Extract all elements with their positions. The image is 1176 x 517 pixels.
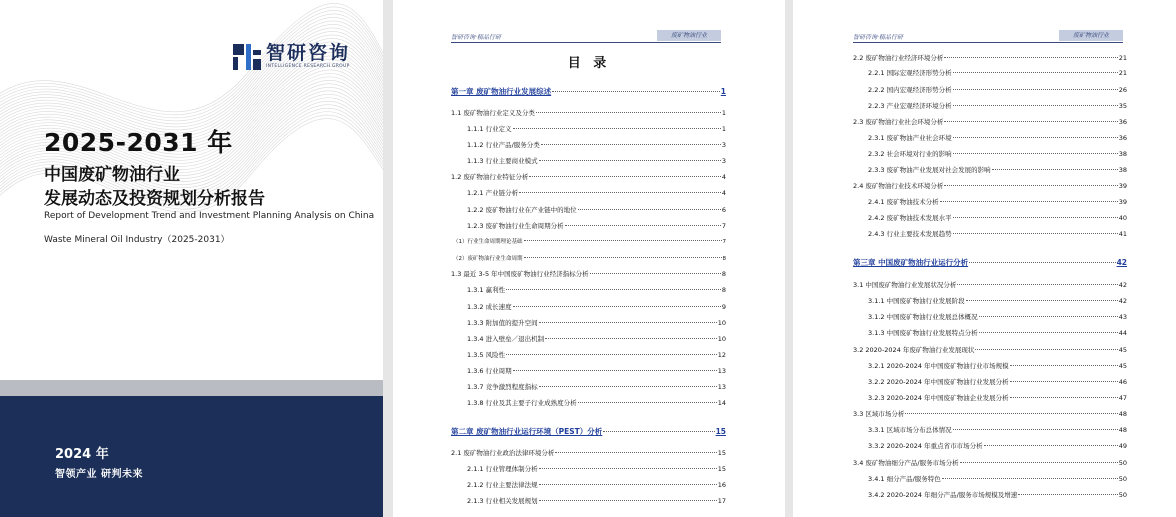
toc-entry[interactable] — [868, 441, 1127, 450]
toc-entry-title: 2.4.3 行业主要技术发展趋势 — [868, 230, 952, 238]
cover-gray-band — [0, 380, 383, 396]
toc-page-number: 8 — [722, 256, 726, 262]
toc-entry-title: 1.2 废矿物油行业特征分析 — [451, 173, 529, 181]
toc-entry[interactable] — [853, 345, 1127, 354]
toc-dot-leader — [1010, 381, 1118, 382]
toc-entry-title: 第二章 废矿物油行业运行环境（PEST）分析 — [451, 427, 603, 436]
toc-dot-leader — [603, 431, 714, 432]
toc-entry-title: 3.2.2 2020-2024 年中国废矿物油行业发展分析 — [868, 378, 1009, 386]
toc-entry[interactable] — [868, 328, 1127, 337]
toc-entry[interactable] — [453, 237, 726, 245]
toc-page-number: 48 — [1118, 410, 1127, 418]
toc-entry-title: 2.4.1 废矿物油技术分析 — [868, 198, 939, 206]
toc-entry-title: 1.2.3 废矿物油行业生命周期分析 — [467, 222, 564, 230]
toc-page-number: 21 — [1118, 54, 1127, 62]
toc-entry[interactable] — [451, 172, 726, 181]
cover-slogan: 智领产业 研判未来 — [55, 469, 143, 480]
toc-dot-leader — [541, 144, 721, 145]
toc-dot-leader — [539, 322, 717, 323]
toc-page-2 — [793, 0, 1176, 517]
toc-entry-title: 3.2.1 2020-2024 年中国废矿物油行业市场规模 — [868, 362, 1009, 370]
toc-page-number: 42 — [1116, 258, 1127, 267]
toc-entry[interactable] — [868, 377, 1127, 386]
toc-entry-title: 2.3 废矿物油行业社会环境分析 — [853, 118, 944, 126]
toc-dot-leader — [578, 402, 717, 403]
toc-page-number: 8 — [721, 270, 726, 278]
toc-entry-title: 1.2.2 废矿物油行业在产业链中的地位 — [467, 206, 577, 214]
toc-entry-title: 2.1.2 行业主要法律法规 — [467, 481, 538, 489]
toc-dot-leader — [953, 153, 1118, 154]
header-divider — [853, 42, 1123, 43]
toc-entry-title: 2.1.1 行业管理体制分析 — [467, 465, 538, 473]
cover-english-title-line1: Report of Development Trend and Investment Planning Analysis on China — [44, 211, 375, 221]
toc-chapter-entry[interactable] — [451, 426, 726, 437]
toc-entry-title: 3.4 废矿物油细分产品/服务市场分析 — [853, 459, 959, 467]
toc-dot-leader — [539, 468, 717, 469]
toc-page-number: 7 — [722, 239, 726, 245]
toc-entry-title: （2）废矿物油行业生命周期 — [453, 256, 523, 262]
toc-dot-leader — [578, 209, 721, 210]
toc-dot-leader — [536, 112, 721, 113]
toc-entry-title: 1.1 废矿物油行业定义及分类 — [451, 109, 535, 117]
toc-entry-title: 1.1.2 行业产品/服务分类 — [467, 141, 540, 149]
toc-entry[interactable] — [467, 318, 726, 327]
cover-date: 2024 年 — [55, 447, 109, 462]
toc-page-number: 13 — [717, 383, 726, 391]
toc-entry-title: 2.3.2 社会环境对行业的影响 — [868, 150, 952, 158]
cover-english-title-line2: Waste Mineral Oil Industry（2025-2031） — [44, 235, 230, 245]
toc-page-number: 1 — [721, 125, 726, 133]
toc-entry[interactable] — [467, 302, 726, 311]
logo-english-name: INTELLIGENCE RESEARCH GROUP — [266, 64, 350, 69]
toc-page-number: 45 — [1118, 346, 1127, 354]
toc-dot-leader — [519, 192, 721, 193]
toc-page-number: 4 — [721, 189, 726, 197]
toc-entry[interactable] — [868, 197, 1127, 206]
toc-page-number: 13 — [717, 367, 726, 375]
toc-dot-leader — [942, 478, 1118, 479]
toc-entry-title: 1.3.7 竞争激烈程度指标 — [467, 383, 538, 391]
toc-page-number: 41 — [1118, 230, 1127, 238]
toc-page-number: 39 — [1118, 198, 1127, 206]
toc-entry[interactable] — [451, 108, 726, 117]
toc-entry[interactable] — [868, 361, 1127, 370]
toc-page-number: 45 — [1118, 362, 1127, 370]
toc-page-number: 48 — [1118, 426, 1127, 434]
toc-entry[interactable] — [467, 156, 726, 165]
toc-dot-leader — [513, 128, 721, 129]
toc-entry[interactable] — [467, 188, 726, 197]
toc-entry[interactable] — [868, 213, 1127, 222]
toc-entry-title: 3.1.3 中国废矿物油行业发展特点分析 — [868, 329, 978, 337]
toc-page-number: 42 — [1118, 297, 1127, 305]
toc-page-number: 47 — [1118, 394, 1127, 402]
toc-entry[interactable] — [868, 68, 1127, 77]
toc-dot-leader — [953, 429, 1118, 430]
toc-entry-title: 2.2.1 国际宏观经济形势分析 — [868, 69, 952, 77]
toc-dot-leader — [545, 338, 717, 339]
toc-entry[interactable] — [467, 140, 726, 149]
page-header-right: 废矿物油行业 — [1059, 30, 1123, 41]
toc-entry[interactable] — [853, 458, 1127, 467]
toc-entry-title: 2.2 废矿物油行业经济环境分析 — [853, 54, 944, 62]
toc-dot-leader — [1010, 365, 1118, 366]
toc-entry-title: （1）行业生命周期理论基础 — [453, 239, 523, 245]
toc-entry-title: 2.4 废矿物油行业技术环境分析 — [853, 182, 944, 190]
toc-entry[interactable] — [451, 269, 726, 278]
toc-entry-title: 1.1.1 行业定义 — [467, 125, 512, 133]
toc-page-number: 17 — [717, 497, 726, 505]
toc-dot-leader — [506, 354, 717, 355]
toc-page-number: 21 — [1118, 69, 1127, 77]
toc-entry[interactable] — [853, 117, 1127, 126]
toc-entry-title: 1.3 最近 3-5 年中国废矿物油行业经济指标分析 — [451, 270, 589, 278]
toc-entry-title: 1.3.4 进入壁垒／退出机制 — [467, 335, 545, 343]
toc-page-number: 10 — [717, 335, 726, 343]
toc-page-number: 36 — [1118, 134, 1127, 142]
toc-dot-leader — [539, 160, 721, 161]
cover-year-range: 2025-2031 年 — [44, 128, 233, 157]
toc-entry[interactable] — [467, 366, 726, 375]
toc-page-number: 42 — [1118, 281, 1127, 289]
toc-entry-title: 3.4.1 细分产品/服务特色 — [868, 475, 941, 483]
toc-page-number: 43 — [1118, 313, 1127, 321]
toc-dot-leader — [992, 169, 1118, 170]
toc-dot-leader — [529, 176, 720, 177]
toc-entry-title: 2.4.2 废矿物油技术发展水平 — [868, 214, 952, 222]
toc-entry[interactable] — [467, 124, 726, 133]
toc-page-number: 14 — [717, 399, 726, 407]
toc-entry[interactable] — [868, 393, 1127, 402]
toc-page-number: 9 — [721, 303, 726, 311]
toc-entry-title: 3.3.2 2020-2024 年重点省市市场分析 — [868, 442, 983, 450]
toc-entry-title: 2.3.1 废矿物油产业社会环境 — [868, 134, 952, 142]
toc-entry-title: 1.3.2 成长速度 — [467, 303, 512, 311]
toc-entry-title: 1.3.1 赢利性 — [467, 286, 506, 294]
toc-entry-title: 2.1 废矿物油行业政治法律环境分析 — [451, 449, 555, 457]
toc-entry[interactable] — [467, 464, 726, 473]
header-divider — [451, 42, 721, 43]
toc-entry-title: 3.3 区域市场分析 — [853, 410, 905, 418]
toc-dot-leader — [1010, 397, 1118, 398]
page-header-left: 智研咨询·精品行研 — [853, 34, 903, 41]
toc-dot-leader — [966, 300, 1118, 301]
logo-mark-icon — [232, 42, 262, 72]
toc-chapter-entry[interactable] — [853, 257, 1127, 268]
toc-dot-leader — [506, 289, 721, 290]
toc-entry[interactable] — [467, 496, 726, 505]
toc-dot-leader — [953, 137, 1118, 138]
toc-entry[interactable] — [467, 205, 726, 214]
toc-entry-title: 1.3.8 行业及其主要子行业成熟度分析 — [467, 399, 577, 407]
toc-entry[interactable] — [868, 165, 1127, 174]
toc-dot-leader — [1018, 494, 1117, 495]
toc-entry[interactable] — [868, 425, 1127, 434]
toc-entry[interactable] — [467, 334, 726, 343]
toc-page-number: 1 — [720, 87, 726, 96]
toc-page-1 — [393, 0, 785, 517]
toc-page-number: 16 — [717, 481, 726, 489]
toc-entry-title: 1.2.1 产业链分析 — [467, 189, 519, 197]
toc-entry-title: 3.2 2020-2024 年废矿物油行业发展现状 — [853, 346, 975, 354]
report-cover-page — [0, 0, 383, 517]
toc-dot-leader — [513, 306, 721, 307]
toc-entry-title: 3.1.2 中国废矿物油行业发展总体概况 — [868, 313, 978, 321]
toc-page-number: 44 — [1118, 329, 1127, 337]
toc-entry[interactable] — [467, 382, 726, 391]
toc-entry[interactable] — [853, 181, 1127, 190]
toc-entry[interactable] — [853, 409, 1127, 418]
toc-page-number: 8 — [721, 286, 726, 294]
toc-page-number: 15 — [715, 427, 726, 436]
toc-entry-title: 1.3.6 行业周期 — [467, 367, 512, 375]
toc-entry[interactable] — [868, 312, 1127, 321]
page-header-right: 废矿物油行业 — [657, 30, 721, 41]
toc-page-number: 39 — [1118, 182, 1127, 190]
toc-dot-leader — [552, 91, 720, 92]
cover-title-line1: 中国废矿物油行业 — [44, 165, 180, 185]
toc-entry-title: 3.1 中国废矿物油行业发展状况分析 — [853, 281, 957, 289]
toc-entry-title: 3.4.2 2020-2024 年细分产品/服务市场规模及增速 — [868, 491, 1018, 499]
toc-dot-leader — [539, 500, 717, 501]
logo-chinese-name: 智研咨询 — [266, 42, 351, 64]
toc-entry[interactable] — [467, 480, 726, 489]
toc-dot-leader — [960, 462, 1118, 463]
toc-dot-leader — [953, 89, 1118, 90]
toc-dot-leader — [539, 484, 717, 485]
toc-page-number: 38 — [1118, 150, 1127, 158]
toc-dot-leader — [953, 217, 1118, 218]
toc-dot-leader — [979, 332, 1118, 333]
toc-entry[interactable] — [467, 350, 726, 359]
toc-entry-title: 第三章 中国废矿物油行业运行分析 — [853, 258, 969, 267]
toc-dot-leader — [969, 262, 1115, 263]
toc-dot-leader — [905, 413, 1117, 414]
toc-dot-leader — [984, 445, 1118, 446]
cover-title-line2: 发展动态及投资规划分析报告 — [44, 189, 265, 209]
toc-dot-leader — [957, 284, 1117, 285]
toc-entry-title: 1.3.3 附加值的提升空间 — [467, 319, 538, 327]
toc-dot-leader — [975, 349, 1117, 350]
toc-page-number: 38 — [1118, 166, 1127, 174]
company-logo — [232, 42, 350, 72]
toc-page-number: 7 — [721, 222, 726, 230]
page-header-left: 智研咨询·精品行研 — [451, 34, 501, 41]
toc-page-number: 10 — [717, 319, 726, 327]
toc-entry-title: 2.1.3 行业相关发展规划 — [467, 497, 538, 505]
toc-dot-leader — [513, 370, 717, 371]
toc-page-number: 12 — [717, 351, 726, 359]
toc-entry-title: 第一章 废矿物油行业发展综述 — [451, 87, 552, 96]
toc-entry[interactable] — [868, 490, 1127, 499]
toc-dot-leader — [565, 225, 721, 226]
toc-entry[interactable] — [467, 398, 726, 407]
toc-entry[interactable] — [453, 254, 726, 262]
toc-page-number: 26 — [1118, 86, 1127, 94]
toc-entry[interactable] — [467, 285, 726, 294]
toc-entry-title: 3.3.1 区域市场分布总体情况 — [868, 426, 952, 434]
toc-dot-leader — [953, 105, 1118, 106]
toc-page-number: 4 — [721, 173, 726, 181]
toc-entry-title: 2.3.3 废矿物油产业发展对社会发展的影响 — [868, 166, 991, 174]
toc-dot-leader — [944, 57, 1117, 58]
toc-entry[interactable] — [868, 149, 1127, 158]
toc-chapter-entry[interactable] — [451, 86, 726, 97]
toc-entry-title: 1.1.3 行业主要商业模式 — [467, 157, 538, 165]
toc-entry[interactable] — [868, 296, 1127, 305]
toc-entry[interactable] — [853, 53, 1127, 62]
toc-page-number: 36 — [1118, 118, 1127, 126]
toc-dot-leader — [940, 201, 1118, 202]
toc-page-number: 15 — [717, 465, 726, 473]
toc-page-number: 49 — [1118, 442, 1127, 450]
toc-entry[interactable] — [868, 229, 1127, 238]
toc-dot-leader — [524, 240, 722, 241]
toc-entry-title: 3.2.3 2020-2024 年中国废矿物油企业发展分析 — [868, 394, 1009, 402]
toc-entry-title: 2.2.2 国内宏观经济形势分析 — [868, 86, 952, 94]
toc-entry[interactable] — [868, 101, 1127, 110]
toc-entry[interactable] — [868, 85, 1127, 94]
toc-page-number: 1 — [721, 109, 726, 117]
toc-page-number: 40 — [1118, 214, 1127, 222]
toc-entry-title: 2.2.3 产业宏观经济环境分析 — [868, 102, 952, 110]
toc-entry[interactable] — [868, 133, 1127, 142]
toc-dot-leader — [524, 257, 722, 258]
toc-dot-leader — [539, 386, 717, 387]
toc-page-number: 50 — [1118, 475, 1127, 483]
toc-page-number: 3 — [721, 141, 726, 149]
toc-page-number: 6 — [721, 206, 726, 214]
toc-entry[interactable] — [868, 474, 1127, 483]
toc-page-number: 50 — [1118, 491, 1127, 499]
toc-page-number: 3 — [721, 157, 726, 165]
toc-page-number: 46 — [1118, 378, 1127, 386]
toc-title: 目 录 — [567, 56, 611, 71]
toc-dot-leader — [944, 121, 1117, 122]
toc-dot-leader — [590, 273, 721, 274]
toc-entry[interactable] — [853, 280, 1127, 289]
toc-page-number: 35 — [1118, 102, 1127, 110]
toc-dot-leader — [953, 72, 1118, 73]
toc-entry[interactable] — [467, 221, 726, 230]
toc-dot-leader — [979, 316, 1118, 317]
toc-dot-leader — [953, 233, 1118, 234]
toc-entry-title: 1.3.5 风险性 — [467, 351, 506, 359]
toc-page-number: 15 — [717, 449, 726, 457]
toc-dot-leader — [555, 452, 716, 453]
toc-page-number: 50 — [1118, 459, 1127, 467]
toc-entry[interactable] — [451, 448, 726, 457]
toc-dot-leader — [944, 185, 1117, 186]
toc-entry-title: 3.1.1 中国废矿物油行业发展阶段 — [868, 297, 965, 305]
